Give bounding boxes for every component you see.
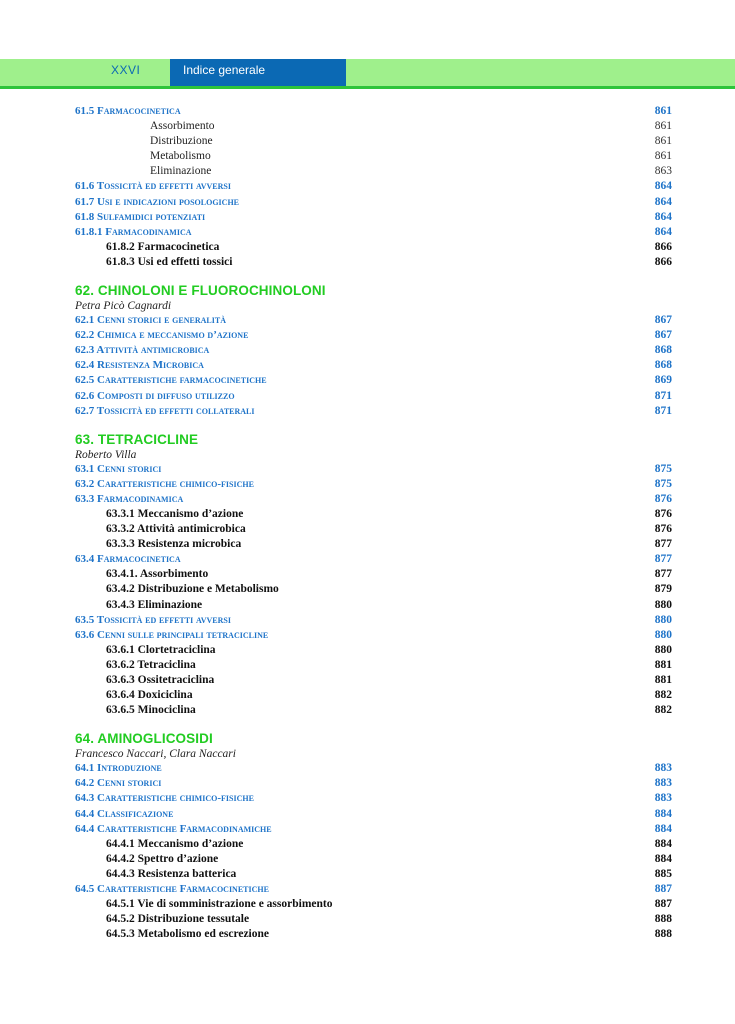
toc-entry-page: 883 <box>654 792 672 805</box>
toc-entry-page: 883 <box>654 762 672 775</box>
toc-entry[interactable] <box>75 210 672 225</box>
toc-entry[interactable] <box>75 255 672 270</box>
toc-entry[interactable] <box>75 119 672 134</box>
toc-entry-title: 64.3 Caratteristiche chimico-fisiche <box>75 792 254 805</box>
toc-entry-page: 861 <box>654 120 672 133</box>
toc-entry-title: 61.6 Tossicità ed effetti avversi <box>75 180 231 193</box>
toc-entry-title: 63.6.1 Clortetraciclina <box>106 643 216 656</box>
chapter-heading: 62. CHINOLONI E FLUOROCHINOLONI <box>75 283 326 299</box>
toc-entry-title: 62.2 Chimica e meccanismo d’azione <box>75 329 249 342</box>
toc-entry[interactable] <box>75 837 672 852</box>
toc-entry-title: 61.8.1 Farmacodinamica <box>75 225 192 238</box>
toc-entry[interactable] <box>75 912 672 927</box>
toc-entry[interactable] <box>75 149 672 164</box>
toc-entry[interactable] <box>75 897 672 912</box>
toc-entry[interactable] <box>75 225 672 240</box>
toc-entry-title: 63.6.5 Minociclina <box>106 704 196 717</box>
header-rule <box>0 86 735 89</box>
toc-entry-page: 861 <box>654 150 672 163</box>
toc-entry-title: 64.4.3 Resistenza batterica <box>106 867 237 880</box>
toc-entry-title: 63.5 Tossicità ed effetti avversi <box>75 613 231 626</box>
chapter-author: Roberto Villa <box>75 448 137 461</box>
chapter-heading: 64. AMINOGLICOSIDI <box>75 731 213 747</box>
toc-entry-title: 64.5 Caratteristiche Farmacocinetiche <box>75 883 269 896</box>
toc-entry-page: 864 <box>654 180 672 193</box>
toc-entry-page: 887 <box>654 883 672 896</box>
toc-entry-page: 880 <box>654 628 672 641</box>
toc-entry-title: Eliminazione <box>150 165 212 178</box>
toc-entry-page: 877 <box>654 568 672 581</box>
toc-entry-title: Distribuzione <box>150 135 213 148</box>
toc-entry[interactable] <box>75 358 672 373</box>
header-band-left <box>0 59 170 86</box>
toc-entry[interactable] <box>75 867 672 882</box>
toc-entry-page: 887 <box>654 898 672 911</box>
toc-entry-page: 875 <box>654 462 672 475</box>
toc-entry[interactable] <box>75 658 672 673</box>
toc-entry-page: 879 <box>654 583 672 596</box>
toc-entry-title: 63.4.2 Distribuzione e Metabolismo <box>106 583 279 596</box>
toc-entry[interactable] <box>75 195 672 210</box>
toc-entry-page: 861 <box>654 105 672 117</box>
toc-entry-title: Assorbimento <box>150 120 215 133</box>
toc-entry-page: 866 <box>654 240 672 253</box>
chapter-heading: 63. TETRACICLINE <box>75 431 199 447</box>
toc-entry[interactable] <box>75 598 672 613</box>
toc-entry[interactable] <box>75 492 672 507</box>
toc-entry[interactable] <box>75 776 672 791</box>
toc-entry-page: 866 <box>654 255 672 268</box>
toc-entry-title: 63.3.3 Resistenza microbica <box>106 538 242 551</box>
toc-entry[interactable] <box>75 373 672 388</box>
toc-entry[interactable] <box>75 134 672 149</box>
toc-entry-page: 867 <box>654 329 672 342</box>
toc-entry[interactable] <box>75 404 672 419</box>
page-number: XXVI <box>111 63 141 77</box>
toc-entry-page: 882 <box>654 689 672 702</box>
toc-entry-title: 62.4 Resistenza Microbica <box>75 359 204 372</box>
toc-entry-title: 63.6.2 Tetraciclina <box>106 658 196 671</box>
toc-entry-title: 64.5.3 Metabolismo ed escrezione <box>106 928 269 941</box>
toc-entry-title: 63.3.2 Attività antimicrobica <box>106 523 246 536</box>
toc-entry-page: 884 <box>654 807 672 820</box>
toc-entry-page: 880 <box>654 613 672 626</box>
toc-entry[interactable] <box>75 389 672 404</box>
toc-entry[interactable] <box>75 643 672 658</box>
toc-entry[interactable] <box>75 822 672 837</box>
toc-entry-title: 63.1 Cenni storici <box>75 462 162 475</box>
toc-entry[interactable] <box>75 628 672 643</box>
toc-entry-page: 869 <box>654 374 672 387</box>
toc-entry[interactable] <box>75 240 672 255</box>
toc-entry-title: 61.8.3 Usi ed effetti tossici <box>106 255 233 268</box>
toc-entry[interactable] <box>75 343 672 358</box>
toc-entry-page: 867 <box>654 314 672 327</box>
toc-entry-title: Metabolismo <box>150 150 211 163</box>
toc-entry-title: 62.7 Tossicità ed effetti collaterali <box>75 404 255 417</box>
toc-entry[interactable] <box>75 179 672 194</box>
toc-entry[interactable] <box>75 807 672 822</box>
toc-entry-title: 61.5 Farmacocinetica <box>75 105 181 117</box>
toc-entry-title: 64.1 Introduzione <box>75 762 162 775</box>
toc-entry-title: 63.6.3 Ossitetraciclina <box>106 674 215 686</box>
toc-entry[interactable] <box>75 477 672 492</box>
toc-entry-title: 63.3 Farmacodinamica <box>75 492 184 505</box>
toc-entry-page: 861 <box>654 135 672 148</box>
toc-entry-page: 871 <box>654 404 672 417</box>
toc-entry[interactable] <box>75 882 672 897</box>
toc-entry-title: 64.4.2 Spettro d’azione <box>106 852 219 865</box>
toc-entry[interactable] <box>75 791 672 806</box>
chapter-author: Petra Picò Cagnardi <box>75 300 172 313</box>
toc-entry-page: 880 <box>654 643 672 656</box>
toc-entry-page: 884 <box>654 852 672 865</box>
toc-entry[interactable] <box>75 507 672 522</box>
toc-entry[interactable] <box>75 522 672 537</box>
toc-entry-title: 62.6 Composti di diffuso utilizzo <box>75 389 235 402</box>
toc-entry[interactable] <box>75 313 672 328</box>
toc-entry-title: 62.3 Attività antimicrobica <box>75 344 210 357</box>
chapter-author: Francesco Naccari, Clara Naccari <box>75 748 236 761</box>
toc-entry-page: 871 <box>654 389 672 402</box>
toc-entry-page: 864 <box>654 210 672 223</box>
toc-entry-title: 64.4.1 Meccanismo d’azione <box>106 837 244 850</box>
toc-entry-page: 876 <box>654 492 672 505</box>
toc-entry[interactable] <box>75 328 672 343</box>
toc-entry-title: 64.5.2 Distribuzione tessutale <box>106 913 250 926</box>
toc-entry-page: 868 <box>654 359 672 372</box>
toc-entry[interactable] <box>75 582 672 597</box>
toc-entry-title: 61.8.2 Farmacocinetica <box>106 240 220 253</box>
toc-entry-page: 888 <box>654 928 672 941</box>
toc-entry-page: 876 <box>654 523 672 536</box>
toc-entry[interactable] <box>75 673 672 688</box>
toc-entry[interactable] <box>75 613 672 628</box>
toc-entry-page: 884 <box>654 837 672 850</box>
toc-entry-title: 62.1 Cenni storici e generalità <box>75 314 226 327</box>
toc-entry-page: 875 <box>654 477 672 490</box>
toc-entry[interactable] <box>75 761 672 776</box>
toc-entry-title: 63.4.3 Eliminazione <box>106 598 203 611</box>
header-band-right <box>346 59 735 86</box>
toc-entry-title: 64.5.1 Vie di somministrazione e assorbimento <box>106 898 333 911</box>
page-header <box>0 0 735 90</box>
toc-entry[interactable] <box>75 104 672 119</box>
toc-entry-title: 63.4 Farmacocinetica <box>75 553 181 566</box>
toc-entry-page: 881 <box>654 674 672 686</box>
toc-entry[interactable] <box>75 927 672 942</box>
toc-entry-title: 63.6 Cenni sulle principali tetracicline <box>75 628 269 641</box>
toc-entry-page: 863 <box>654 165 672 178</box>
toc-entry[interactable] <box>75 462 672 477</box>
toc-entry-title: 64.2 Cenni storici <box>75 777 162 790</box>
toc-entry-page: 877 <box>654 553 672 566</box>
toc-entry-page: 881 <box>654 658 672 671</box>
toc-entry-title: 63.2 Caratteristiche chimico-fisiche <box>75 477 254 490</box>
toc-entry[interactable] <box>75 164 672 179</box>
toc-entry-title: 62.5 Caratteristiche farmacocinetiche <box>75 374 267 387</box>
toc-entry-page: 885 <box>654 867 672 880</box>
toc-entry-page: 882 <box>654 704 672 717</box>
toc-entry-title: 61.7 Usi e indicazioni posologiche <box>75 195 240 208</box>
toc-entry-page: 864 <box>654 225 672 238</box>
toc-entry-page: 888 <box>654 913 672 926</box>
toc-entry-page: 868 <box>654 344 672 357</box>
toc-entry[interactable] <box>75 537 672 552</box>
toc-entry-title: 63.6.4 Doxiciclina <box>106 689 193 702</box>
toc-entry[interactable] <box>75 552 672 567</box>
toc-entry-page: 880 <box>654 598 672 611</box>
toc-entry[interactable] <box>75 703 672 718</box>
toc-entry-page: 877 <box>654 538 672 551</box>
toc-entry[interactable] <box>75 852 672 867</box>
toc-entry-page: 883 <box>654 777 672 790</box>
toc-entry-title: 64.4 Caratteristiche Farmacodinamiche <box>75 822 272 835</box>
running-header-title: Indice generale <box>183 63 266 77</box>
toc-entry-page: 876 <box>654 507 672 520</box>
toc-entry-title: 61.8 Sulfamidici potenziati <box>75 210 206 223</box>
toc-entry-title: 63.4.1. Assorbimento <box>106 568 209 581</box>
toc-entry[interactable] <box>75 688 672 703</box>
toc-entry-page: 864 <box>654 195 672 208</box>
toc-entry-title: 64.4 Classificazione <box>75 807 174 820</box>
toc-entry-title: 63.3.1 Meccanismo d’azione <box>106 507 244 520</box>
toc-entry[interactable] <box>75 567 672 582</box>
table-of-contents <box>75 104 672 942</box>
toc-entry-page: 884 <box>654 822 672 835</box>
